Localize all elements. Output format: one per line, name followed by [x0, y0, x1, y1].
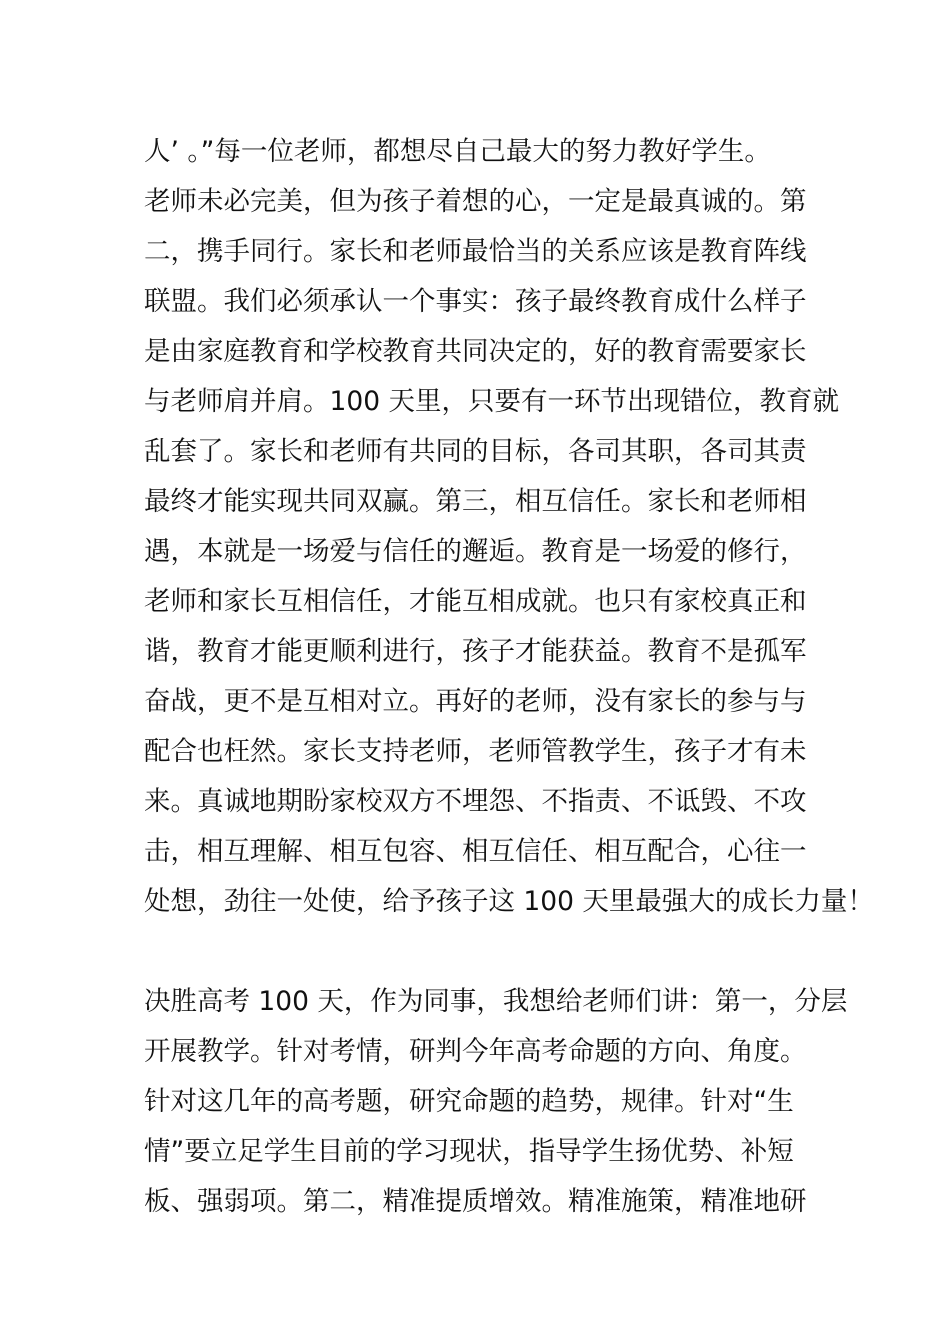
- paragraph-line: 乱套了。家长和老师有共同的目标，各司其职，各司其责: [144, 436, 807, 467]
- paragraph-line: 针对这几年的高考题，研究命题的趋势，规律。针对“生: [144, 1086, 794, 1117]
- paragraph-line: 谐，教育才能更顺利进行，孩子才能获益。教育不是孤军: [144, 636, 807, 667]
- paragraph-line: 与老师肩并肩。100 天里，只要有一环节出现错位，教育就: [144, 386, 840, 417]
- paragraph-line: 人’ 。”每一位老师，都想尽自己最大的努力教好学生。: [144, 136, 771, 167]
- paragraph-line: 处想，劲往一处使，给予孩子这 100 天里最强大的成长力量！: [144, 886, 874, 917]
- paragraph-line: 二，携手同行。家长和老师最恰当的关系应该是教育阵线: [144, 236, 807, 267]
- paragraph-line: 开展教学。针对考情，研判今年高考命题的方向、角度。: [144, 1036, 807, 1067]
- paragraph-line: 是由家庭教育和学校教育共同决定的，好的教育需要家长: [144, 336, 807, 367]
- paragraph-line: 联盟。我们必须承认一个事实：孩子最终教育成什么样子: [144, 286, 807, 317]
- paragraph-line: 情”要立足学生目前的学习现状，指导学生扬优势、补短: [144, 1136, 794, 1167]
- paragraph-line: 遇，本就是一场爱与信任的邂逅。教育是一场爱的修行，: [144, 536, 807, 567]
- paragraph-line: 击，相互理解、相互包容、相互信任、相互配合，心往一: [144, 836, 807, 867]
- paragraph-line: 配合也枉然。家长支持老师，老师管教学生，孩子才有未: [144, 736, 807, 767]
- paragraph-line: 来。真诚地期盼家校双方不埋怨、不指责、不诋毁、不攻: [144, 786, 807, 817]
- paragraph-line: 决胜高考 100 天，作为同事，我想给老师们讲：第一，分层: [144, 986, 848, 1017]
- paragraph-line: 最终才能实现共同双赢。第三，相互信任。家长和老师相: [144, 486, 807, 517]
- paragraph-line: 奋战，更不是互相对立。再好的老师，没有家长的参与与: [144, 686, 807, 717]
- paragraph-line: 老师和家长互相信任，才能互相成就。也只有家校真正和: [144, 586, 807, 617]
- paragraph-line: 板、强弱项。第二，精准提质增效。精准施策，精准地研: [144, 1186, 807, 1217]
- paragraph-line: 老师未必完美，但为孩子着想的心，一定是最真诚的。第: [144, 186, 807, 217]
